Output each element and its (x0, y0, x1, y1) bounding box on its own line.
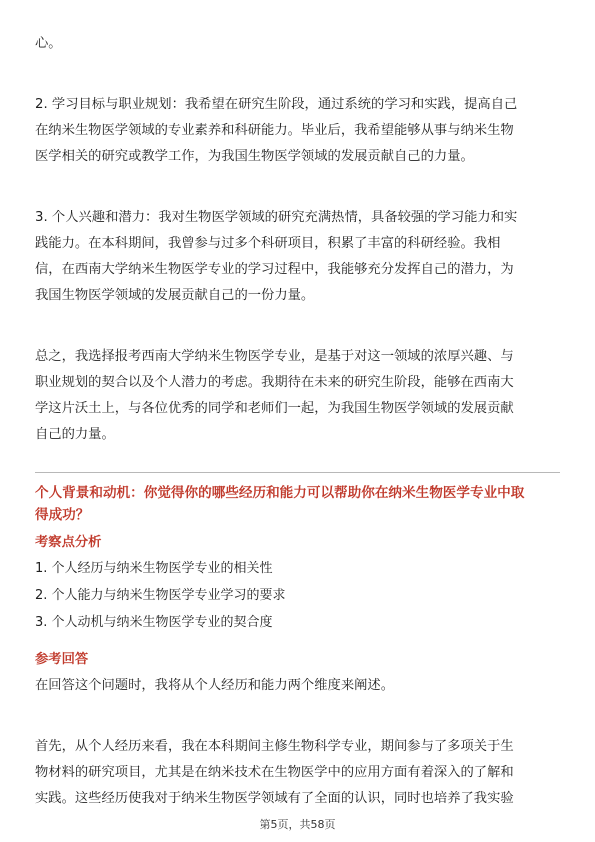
point3-line: 3. 个人兴趣和潜力：我对生物医学领域的研究充满热情，具备较强的学习能力和实 (35, 210, 518, 225)
question-line: 得成功？ (35, 507, 90, 523)
point3-line: 践能力。在本科期间，我曾参与过多个科研项目，积累了丰富的科研经验。我相 (35, 236, 501, 251)
answer-heading: 参考回答 (35, 652, 89, 667)
section-divider (35, 472, 560, 473)
conclusion-line: 自己的力量。 (35, 427, 115, 442)
answer-para1-line: 物材料的研究项目，尤其是在纳米技术在生物医学中的应用方面有着深入的了解和 (35, 765, 514, 780)
intro-tail-text: 心。 (35, 36, 62, 51)
analysis-item: 2. 个人能力与纳米生物医学专业学习的要求 (35, 588, 286, 603)
point3-line: 信，在西南大学纳米生物医学专业的学习过程中，我能够充分发挥自己的潜力，为 (35, 262, 514, 277)
analysis-item: 3. 个人动机与纳米生物医学专业的契合度 (35, 615, 273, 630)
answer-para1-line: 首先，从个人经历来看，我在本科期间主修生物科学专业，期间参与了多项关于生 (35, 739, 514, 754)
answer-intro: 在回答这个问题时，我将从个人经历和能力两个维度来阐述。 (35, 678, 395, 693)
point2-line: 2. 学习目标与职业规划：我希望在研究生阶段，通过系统的学习和实践，提高自己 (35, 97, 518, 112)
point2-line: 医学相关的研究或教学工作，为我国生物医学领域的发展贡献自己的力量。 (35, 149, 474, 164)
analysis-item: 1. 个人经历与纳米生物医学专业的相关性 (35, 561, 273, 576)
conclusion-line: 职业规划的契合以及个人潜力的考虑。我期待在未来的研究生阶段，能够在西南大 (35, 375, 514, 390)
point3-line: 我国生物医学领域的发展贡献自己的一份力量。 (35, 288, 315, 303)
page-number-footer: 第5页，共58页 (259, 818, 336, 831)
analysis-heading: 考察点分析 (35, 535, 102, 550)
question-line: 个人背景和动机：你觉得你的哪些经历和能力可以帮助你在纳米生物医学专业中取 (35, 485, 525, 501)
conclusion-line: 总之，我选择报考西南大学纳米生物医学专业，是基于对这一领域的浓厚兴趣、与 (35, 349, 514, 364)
point2-line: 在纳米生物医学领域的专业素养和科研能力。毕业后，我希望能够从事与纳米生物 (35, 123, 514, 138)
conclusion-line: 学这片沃土上，与各位优秀的同学和老师们一起，为我国生物医学领域的发展贡献 (35, 401, 514, 416)
answer-para1-line: 实践。这些经历使我对于纳米生物医学领域有了全面的认识，同时也培养了我实验 (35, 791, 514, 806)
